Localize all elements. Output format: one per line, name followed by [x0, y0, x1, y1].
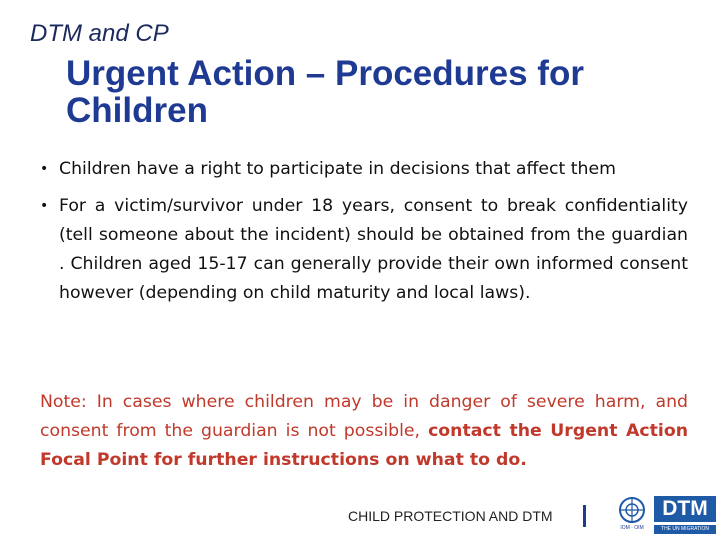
bullet-list: [40, 155, 688, 316]
footer-text: CHILD PROTECTION AND DTM: [348, 508, 553, 524]
slide-title: Urgent Action – Procedures for Children: [66, 54, 584, 130]
logo-org-name: IOM · OIM: [620, 525, 644, 531]
note-text: Note: In cases where children may be in danger of severe harm, and consent from the guardian is not possible,: [40, 392, 688, 441]
section-label: DTM and CP: [30, 20, 169, 47]
bullet-text: For a victim/survivor under 18 years, consent to break confidentiality (tell someone about the incident) should be obtained from the guardian . Children aged 15-17 can generally provide their own informed consent however (depending on child maturity and local laws).: [59, 196, 688, 303]
logo-dtm-text: DTM: [654, 496, 716, 522]
bullet-item: [40, 192, 688, 308]
bullet-icon: •: [40, 198, 49, 214]
footer-divider: [583, 505, 586, 527]
note-emphasis: contact the Urgent Action Focal Point for further instructions on what to do.: [40, 421, 688, 470]
logo-tagline: THE UN MIGRATION AGENCY: [654, 525, 716, 534]
bullet-text: Children have a right to participate in decisions that affect them: [59, 159, 616, 179]
bullet-icon: •: [40, 161, 49, 177]
iom-dtm-logo: [612, 492, 718, 541]
bullet-item: [40, 155, 688, 184]
note-paragraph: [40, 388, 688, 475]
